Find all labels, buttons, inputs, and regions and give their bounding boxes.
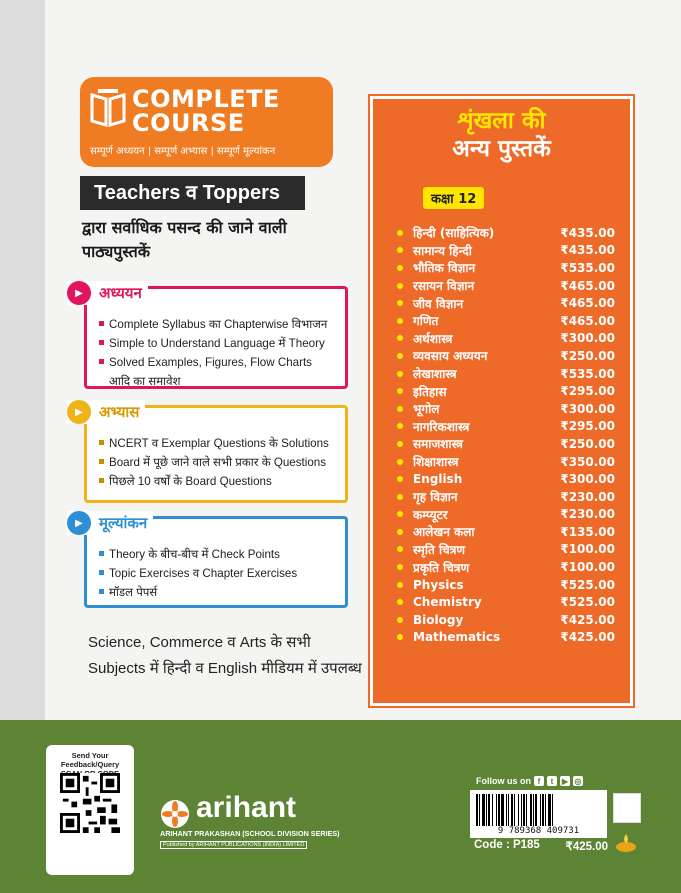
bullet-icon — [397, 582, 403, 588]
book-name: अर्थशास्त्र — [397, 330, 452, 347]
qr-heading: Send Your Feedback/Query — [60, 751, 120, 769]
teachers-toppers-banner: Teachers व Toppers — [80, 176, 305, 210]
publisher-block — [160, 791, 340, 855]
book-name: कम्प्यूटर — [397, 506, 448, 523]
evaluation-section — [75, 514, 348, 608]
preferred-text: द्वारा सर्वाधिक पसन्द की जाने वाली पाठ्यपुस्तकें — [82, 218, 287, 261]
qr-code-icon[interactable] — [60, 773, 120, 833]
book-row — [397, 541, 615, 559]
book-name: गणित — [397, 312, 438, 329]
book-name: भौतिक विज्ञान — [397, 259, 475, 276]
book-row — [397, 312, 615, 330]
section-title: मूल्यांकन — [99, 514, 148, 532]
book-code: Code : P185 — [474, 839, 540, 851]
book-price: ₹300.00 — [560, 472, 615, 487]
book-price: ₹535.00 — [560, 260, 615, 275]
bullet-icon — [397, 617, 403, 623]
lamp-icon — [613, 833, 639, 853]
publisher-badge-icon — [613, 793, 641, 823]
book-row — [397, 224, 615, 242]
book-price: ₹425.00 — [565, 841, 608, 853]
qr-card — [46, 745, 134, 875]
book-row — [397, 365, 615, 383]
isbn-number: 9 789368 409731 — [497, 826, 580, 836]
book-price: ₹350.00 — [560, 454, 615, 469]
book-name: लेखाशास्त्र — [397, 365, 457, 382]
availability-text: Science, Commerce व Arts के सभी Subjects में हिन्दी व English मीडियम में उपलब्ध — [88, 634, 362, 677]
other-books-title: शृंखला की अन्य पुस्तकें — [452, 108, 551, 162]
class-label: कक्षा 12 — [423, 187, 484, 209]
section-title: अभ्यास — [99, 403, 140, 421]
book-name: Physics — [397, 578, 464, 592]
book-row — [397, 453, 615, 471]
book-row — [397, 470, 615, 488]
book-name: Biology — [397, 613, 463, 627]
list-item: Topic Exercises व Chapter Exercises — [99, 564, 297, 583]
list-item: मॉडल पेपर्स — [99, 583, 297, 602]
complete-course-logo — [80, 77, 333, 167]
published-by: Published by ARIHANT PUBLICATIONS (INDIA) LIMITED — [160, 841, 307, 849]
book-price: ₹425.00 — [560, 630, 615, 645]
book-name: आलेखन कला — [397, 523, 475, 540]
bullet-icon — [397, 634, 403, 640]
bullet-icon — [397, 388, 403, 394]
isbn-barcode — [470, 790, 607, 838]
book-name: जीव विज्ञान — [397, 295, 463, 312]
bullet-icon — [397, 247, 403, 253]
book-name: English — [397, 472, 462, 486]
bullet-icon — [397, 406, 403, 412]
bullet-icon — [397, 283, 403, 289]
book-name: हिन्दी (साहित्यिक) — [397, 224, 494, 241]
bullet-icon — [397, 371, 403, 377]
list-item: Board में पूछे जाने वाले सभी प्रकार के Questions — [99, 453, 329, 472]
follow-us: Follow us on f t ▶ ◎ — [476, 776, 582, 786]
book-name: नागरिकशास्त्र — [397, 418, 469, 435]
book-row — [397, 418, 615, 436]
book-price: ₹295.00 — [560, 384, 615, 399]
play-arrow-icon: ▶ — [67, 511, 91, 535]
bullet-icon — [397, 441, 403, 447]
study-section — [75, 284, 348, 389]
book-price: ₹250.00 — [560, 348, 615, 363]
book-price: ₹425.00 — [560, 612, 615, 627]
book-price: ₹435.00 — [560, 225, 615, 240]
book-price: ₹465.00 — [560, 313, 615, 328]
book-name: सामान्य हिन्दी — [397, 242, 472, 259]
book-price: ₹535.00 — [560, 366, 615, 381]
bullet-icon — [397, 423, 403, 429]
book-price: ₹435.00 — [560, 243, 615, 258]
list-item: पिछले 10 वर्षों के Board Questions — [99, 472, 329, 491]
book-row — [397, 347, 615, 365]
book-price: ₹100.00 — [560, 542, 615, 557]
section-list — [99, 434, 329, 491]
barcode-icon — [475, 794, 602, 826]
book-row — [397, 242, 615, 260]
bullet-icon — [397, 476, 403, 482]
list-item: Simple to Understand Language में Theory — [99, 334, 327, 353]
book-row — [397, 400, 615, 418]
section-list — [99, 315, 327, 391]
twitter-icon[interactable]: t — [547, 776, 557, 786]
list-item: Theory के बीच-बीच में Check Points — [99, 545, 297, 564]
book-name: भूगोल — [397, 400, 439, 417]
book-price-list — [397, 224, 615, 646]
book-row — [397, 435, 615, 453]
book-name: समाजशास्त्र — [397, 435, 463, 452]
book-price: ₹250.00 — [560, 436, 615, 451]
arihant-flower-logo — [160, 799, 190, 829]
book-name: Chemistry — [397, 595, 482, 609]
instagram-icon[interactable]: ◎ — [574, 776, 582, 786]
book-price: ₹300.00 — [560, 401, 615, 416]
book-name: स्मृति चित्रण — [397, 541, 465, 558]
facebook-icon[interactable]: f — [534, 776, 544, 786]
book-name: व्यवसाय अध्ययन — [397, 347, 487, 364]
bullet-icon — [397, 230, 403, 236]
book-row — [397, 294, 615, 312]
bullet-icon — [397, 300, 403, 306]
bullet-icon — [397, 511, 403, 517]
book-name: Mathematics — [397, 630, 500, 644]
book-row — [397, 259, 615, 277]
book-price: ₹465.00 — [560, 296, 615, 311]
book-row — [397, 330, 615, 348]
bullet-icon — [397, 459, 403, 465]
book-row — [397, 629, 615, 647]
bullet-icon — [397, 599, 403, 605]
book-price: ₹135.00 — [560, 524, 615, 539]
youtube-icon[interactable]: ▶ — [561, 776, 569, 786]
book-row — [397, 382, 615, 400]
bullet-icon — [397, 564, 403, 570]
list-item: NCERT व Exemplar Questions के Solutions — [99, 434, 329, 453]
other-books-panel — [370, 96, 633, 706]
book-price: ₹465.00 — [560, 278, 615, 293]
brand-tagline: सम्पूर्ण अध्ययन | सम्पूर्ण अभ्यास | सम्पूर्ण मूल्यांकन — [90, 146, 276, 157]
code-price-row — [474, 839, 608, 853]
brand-name: COMPLETE COURSE — [132, 85, 280, 137]
book-name: रसायन विज्ञान — [397, 277, 474, 294]
bullet-icon — [397, 335, 403, 341]
book-row — [397, 506, 615, 524]
open-book-icon — [88, 87, 128, 127]
book-row — [397, 523, 615, 541]
bullet-icon — [397, 546, 403, 552]
bullet-icon — [397, 353, 403, 359]
play-arrow-icon: ▶ — [67, 281, 91, 305]
book-price: ₹525.00 — [560, 577, 615, 592]
section-header — [67, 511, 153, 535]
book-price: ₹230.00 — [560, 507, 615, 522]
section-title: अध्ययन — [99, 284, 142, 302]
book-name: प्रकृति चित्रण — [397, 559, 469, 576]
section-list — [99, 545, 297, 602]
bullet-icon — [397, 494, 403, 500]
bullet-icon — [397, 318, 403, 324]
book-name: गृह विज्ञान — [397, 488, 458, 505]
section-header — [67, 281, 148, 305]
book-price: ₹230.00 — [560, 489, 615, 504]
publisher-division: ARIHANT PRAKASHAN (SCHOOL DIVISION SERIES) — [160, 829, 340, 838]
section-header — [67, 400, 145, 424]
book-row — [397, 277, 615, 295]
book-row — [397, 488, 615, 506]
book-price: ₹100.00 — [560, 560, 615, 575]
book-row — [397, 576, 615, 594]
list-item: Solved Examples, Figures, Flow Charts आदि का समावेश — [99, 353, 319, 391]
bullet-icon — [397, 529, 403, 535]
book-price: ₹525.00 — [560, 595, 615, 610]
practice-section — [75, 403, 348, 503]
book-name: शिक्षाशास्त्र — [397, 453, 459, 470]
play-arrow-icon: ▶ — [67, 400, 91, 424]
book-row — [397, 593, 615, 611]
bullet-icon — [397, 265, 403, 271]
book-price: ₹300.00 — [560, 331, 615, 346]
book-name: इतिहास — [397, 383, 446, 400]
book-price: ₹295.00 — [560, 419, 615, 434]
list-item: Complete Syllabus का Chapterwise विभाजन — [99, 315, 327, 334]
book-row — [397, 558, 615, 576]
book-row — [397, 611, 615, 629]
publisher-name: arihant — [196, 791, 297, 824]
